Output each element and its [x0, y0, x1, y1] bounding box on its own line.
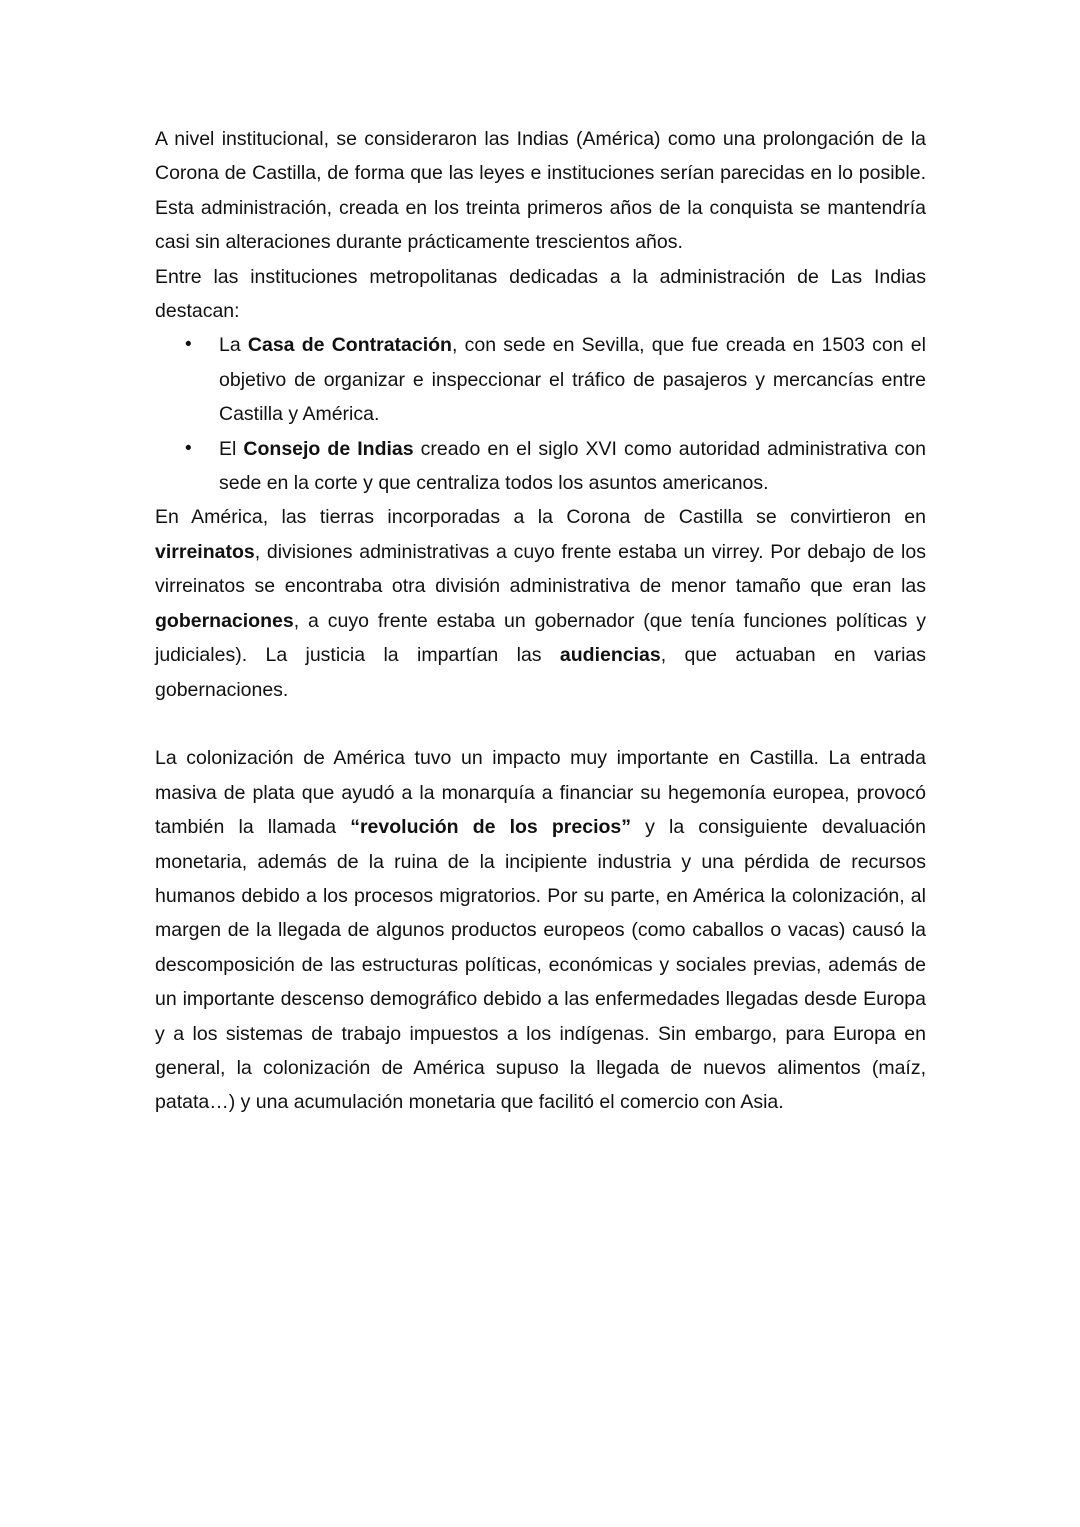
paragraph-spacer	[155, 707, 926, 741]
list-item-prefix: La	[219, 334, 248, 357]
intro-paragraph: A nivel institucional, se consideraron las Indias (América) como una prolongación de la Corona de Castilla, de forma que las leyes e instituciones serían parecidas en lo posible. Esta administración, creada en los treinta primeros años de la conquista se mantendría casi sin alteraciones durante prácticamente trescientos años.	[155, 128, 926, 254]
paragraph-text: La colonización de América tuvo un impacto muy importante en Castilla. La entrada masiva de plata que ayudó a la monarquía a financiar su hegemonía europea, provocó también la llamada	[155, 747, 926, 839]
institutions-list	[155, 328, 926, 500]
term-virreinatos: virreinatos	[155, 540, 255, 563]
paragraph-text: y la consiguiente devaluación monetaria, además de la ruina de la incipiente industria y una pérdida de recursos humanos debido a los procesos migratorios. Por su parte, en América la colonización, al margen de la llegada de algunos productos europeos (como caballos o vacas) causó la descomposición de las estructuras políticas, económicas y sociales previas, además de un importante descenso demográfico debido a las enfermedades llegadas desde Europa y a los sistemas de trabajo impuestos a los indígenas. Sin embargo, para Europa en general, la colonización de América supuso la llegada de nuevos alimentos (maíz, patata…) y una acumulación monetaria que facilitó el comercio con Asia.	[155, 816, 926, 1114]
bullet-icon: •	[185, 437, 192, 459]
list-item-text: , con sede en Sevilla, que fue creada en 1503 con el objetivo de organizar e inspeccionar el tráfico de pasajeros y mercancías entre Castilla y América.	[219, 334, 926, 426]
list-item-term: Casa de Contratación	[247, 334, 452, 357]
paragraph-text: , que actuaban en varias gobernaciones.	[155, 644, 926, 701]
paragraph-text: , divisiones administrativas a cuyo frente estaba un virrey. Por debajo de los virreinatos se encontraba otra división administrativa de menor tamaño que eran las	[155, 540, 926, 598]
institutions-intro-paragraph: Entre las instituciones metropolitanas dedicadas a la administración de Las Indias destacan:	[155, 265, 926, 323]
list-item-prefix: El	[219, 437, 244, 460]
term-gobernaciones: gobernaciones	[155, 609, 294, 632]
list-item-term: Consejo de Indias	[243, 437, 414, 460]
america-administration-paragraph	[155, 500, 926, 706]
list-item-casa-contratacion	[185, 328, 926, 431]
paragraph-text: En América, las tierras incorporadas a la Corona de Castilla se convirtieron en	[155, 506, 926, 529]
list-item-consejo-indias	[185, 432, 926, 501]
list-item-text: creado en el siglo XVI como autoridad administrativa con sede en la corte y que centraliza todos los asuntos americanos.	[219, 437, 926, 495]
document-page	[155, 122, 926, 1120]
bullet-icon: •	[185, 334, 192, 356]
term-revolucion-precios: “revolución de los precios”	[350, 816, 631, 839]
paragraph-text: , a cuyo frente estaba un gobernador (que tenía funciones políticas y judiciales). La justicia la impartían las	[155, 609, 926, 667]
colonization-impact-paragraph	[155, 741, 926, 1119]
term-audiencias: audiencias	[559, 644, 661, 667]
